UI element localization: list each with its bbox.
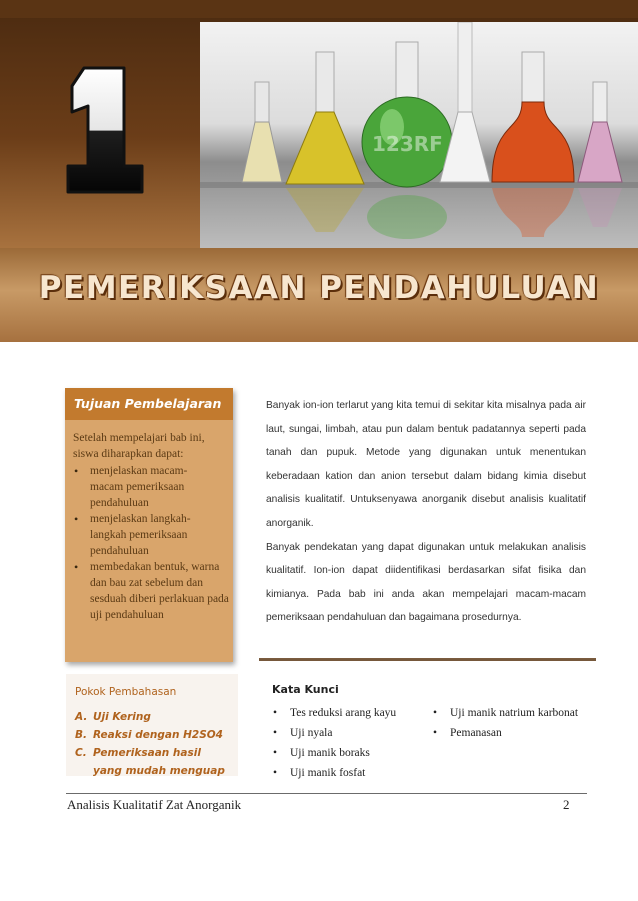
flask-green-round xyxy=(362,42,452,187)
flask-reflections xyxy=(286,188,622,239)
lab-flasks-photo xyxy=(200,22,638,248)
keyword-item: • Tes reduksi arang kayu xyxy=(273,703,423,723)
objectives-intro xyxy=(73,430,231,462)
page-number: 2 xyxy=(563,797,570,812)
topics-box xyxy=(66,674,238,776)
keyword-item: • Uji manik fosfat xyxy=(273,763,423,783)
keyword-item: • Uji manik natrium karbonat xyxy=(433,703,608,723)
chapter-number xyxy=(62,62,148,196)
flask-yellow-small xyxy=(242,82,282,182)
keywords-heading: Kata Kunci xyxy=(272,683,339,696)
topic-text: Uji Kering xyxy=(93,711,151,723)
footer-rule xyxy=(66,793,587,794)
objectives-intro-line: Setelah mempelajari bab ini, xyxy=(73,432,205,444)
keywords-list-left xyxy=(273,703,423,783)
topic-item xyxy=(75,708,233,726)
keywords-list-right xyxy=(433,703,608,743)
keyword-item: • Uji nyala xyxy=(273,723,423,743)
chapter-number-graphic xyxy=(62,62,148,196)
objectives-heading: Tujuan Pembelajaran xyxy=(74,396,222,411)
flask-clear-tall xyxy=(440,22,490,182)
section-divider-accent xyxy=(259,658,596,661)
objective-item: • membedakan bentuk, warna dan bau zat sebelum dan sesduah diberi perlakuan pada uji pendahuluan xyxy=(73,559,230,623)
keyword-item: • Pemanasan xyxy=(433,723,608,743)
body-paragraph: Banyak pendekatan yang dapat digunakan untuk melakukan analisis kualitatif. Ion-ion dapat diidentifikasi berdasarkan sifat fisika dan kimianya. Pada bab ini anda akan mempelajari macam-macam pemeriksaan pendahuluan dan bagaimana prosedurnya. xyxy=(266,541,586,624)
body-paragraph: Banyak ion-ion terlarut yang kita temui di sekitar kita misalnya pada air laut, sungai, limbah, atau pun dalam bentuk padatannya seperti pada tanah dan pupuk. Metode yang digunakan untuk menentukan keberadaan kation dan anion tersebut dalam bidang kimia disebut analisis kualitatif. Untuksenyawa anorganik disebut analisis kualitatif anorganik. xyxy=(266,400,586,529)
objectives-header xyxy=(65,388,233,420)
topics-heading: Pokok Pembahasan xyxy=(75,686,177,698)
topic-item xyxy=(75,744,233,776)
topics-list xyxy=(75,708,233,776)
topic-marker: B. xyxy=(75,729,87,741)
flask-orange-red xyxy=(492,52,574,182)
chapter-banner xyxy=(0,0,638,342)
photo-watermark: 123RF xyxy=(372,132,443,156)
topic-text: Pemeriksaan hasil yang mudah menguap xyxy=(93,747,225,776)
objectives-list xyxy=(73,463,231,623)
flask-pink xyxy=(578,82,622,182)
chapter-title: PEMERIKSAAN PENDAHULUAN xyxy=(38,270,600,306)
footer-book-title: Analisis Kualitatif Zat Anorganik xyxy=(67,797,242,812)
topic-marker: C. xyxy=(75,747,87,759)
intro-text xyxy=(266,394,586,630)
objectives-intro-line: siswa diharapkan dapat: xyxy=(73,448,184,460)
flask-yellow-conical xyxy=(286,52,364,184)
banner-top-strip xyxy=(0,0,638,18)
learning-objectives-box xyxy=(65,388,233,662)
objective-item: • menjelaskan langkah-langkah pemeriksaan pendahuluan xyxy=(73,511,218,559)
topic-item xyxy=(75,726,233,744)
topic-text: Reaksi dengan H2SO4 xyxy=(93,729,223,741)
topic-marker: A. xyxy=(75,711,88,723)
keyword-item: • Uji manik boraks xyxy=(273,743,423,763)
objective-item: • menjelaskan macam-macam pemeriksaan pendahuluan xyxy=(73,463,218,511)
